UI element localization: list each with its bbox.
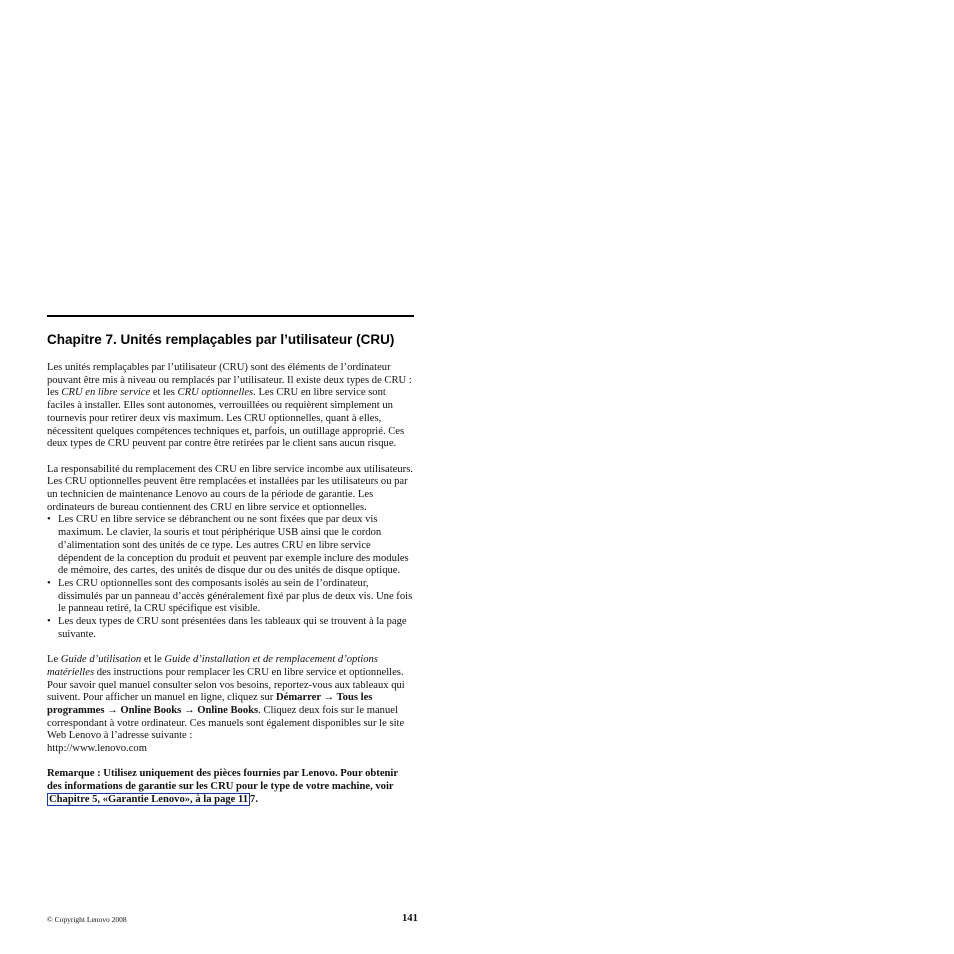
- menu-path-start: Démarrer: [275, 692, 321, 704]
- lenovo-url: http://www.lenovo.com: [47, 743, 147, 755]
- term-self-service-cru: CRU en libre service: [61, 387, 151, 399]
- note-paragraph: [47, 768, 413, 806]
- note-end: 7.: [250, 793, 258, 805]
- install-guide-title: Guide d’installation et de remplacement d’options matérielles: [47, 654, 378, 678]
- chapter-5-link[interactable]: Chapitre 5, «Garantie Lenovo», à la page 11: [49, 793, 249, 805]
- chapter-body: [47, 362, 413, 807]
- cru-type-list: [47, 514, 413, 641]
- manuals-text-3: des instructions pour remplacer les CRU en libre service et optionnelles. Pour savoir quel manuel consulter selon vos besoins, reportez-vous aux tableaux qui suivent. Pour afficher un manuel en ligne, cliquez sur: [47, 666, 405, 704]
- menu-path-all-programs: Tous les programmes: [47, 692, 373, 716]
- list-item: • Les CRU en libre service se débranchent ou ne sont fixées que par deux vis maximum. Le clavier, la souris et tout périphérique USB ainsi que le cordon d’alimentation sont des unités de ce type. Les autres CRU en libre service dépendent de la conception du produit et peuvent par exemple inclure des modules de mémoire, des cartes, des unités de disque dur ou des unités de disque optique.: [47, 514, 413, 578]
- intro-text-3: . Les CRU en libre service sont faciles à installer. Elles sont autonomes, verrouillées ou requièrent simplement un tournevis pour retirer deux vis maximum. Les CRU optionnelles, quant à elles, nécessitent quelques compétences techniques et, parfois, un outillage approprié. Ces deux types de CRU peuvent par contre être retirées par le client sans aucun risque.: [47, 387, 405, 450]
- list-item: • Les CRU optionnelles sont des composants isolés au sein de l’ordinateur, dissimulés par un panneau d’accès généralement fixé par plus de deux vis. Une fois le panneau retiré, la CRU spécifique est visible.: [47, 578, 413, 616]
- manuals-text-2: et le: [141, 654, 165, 666]
- responsibility-paragraph: La responsabilité du remplacement des CRU en libre service incombe aux utilisateurs. Les CRU optionnelles peuvent être remplacées et installées par les utilisateurs ou par un technicien de maintenance Lenovo au cours de la période de garantie. Les ordinateurs de bureau contiennent des CRU en libre service et optionnelles.: [47, 463, 413, 513]
- note-label: Remarque :: [47, 768, 101, 780]
- page-number: 141: [402, 913, 418, 924]
- manuals-paragraph: [47, 654, 413, 756]
- menu-path-online-books: Online Books: [120, 704, 182, 716]
- copyright-notice: © Copyright Lenovo 2008: [47, 915, 127, 924]
- intro-text-1: Les unités remplaçables par l’utilisateur (CRU) sont des éléments de l’ordinateur pouvant être mis à niveau ou remplacés par l’utilisateur. Il existe deux types de CRU : les: [47, 362, 412, 399]
- chapter-title: Chapitre 7. Unités remplaçables par l’utilisateur (CRU): [47, 332, 395, 347]
- user-guide-title: Guide d’utilisation: [60, 654, 142, 666]
- menu-path-arrow-1: →: [320, 692, 337, 704]
- list-item: • Les deux types de CRU sont présentées dans les tableaux qui se trouvent à la page suivante.: [47, 616, 413, 641]
- manuals-text-4: . Cliquez deux fois sur le manuel correspondant à votre ordinateur. Ces manuels sont également disponibles sur le site Web Lenovo à l’adresse suivante :: [47, 704, 405, 742]
- menu-path-arrow-3: →: [181, 704, 198, 716]
- term-optional-cru: CRU optionnelles: [177, 387, 254, 399]
- chapter-rule: [47, 315, 414, 317]
- intro-paragraph: [47, 362, 413, 451]
- menu-path-online-books-2: Online Books: [197, 704, 259, 716]
- note-text: Utilisez uniquement des pièces fournies par Lenovo. Pour obtenir des informations de garantie sur les CRU pour le type de votre machine, voir: [47, 768, 398, 793]
- menu-path-arrow-2: →: [104, 704, 121, 716]
- intro-text-2: et les: [150, 387, 178, 399]
- manuals-text-1: Le: [47, 654, 61, 666]
